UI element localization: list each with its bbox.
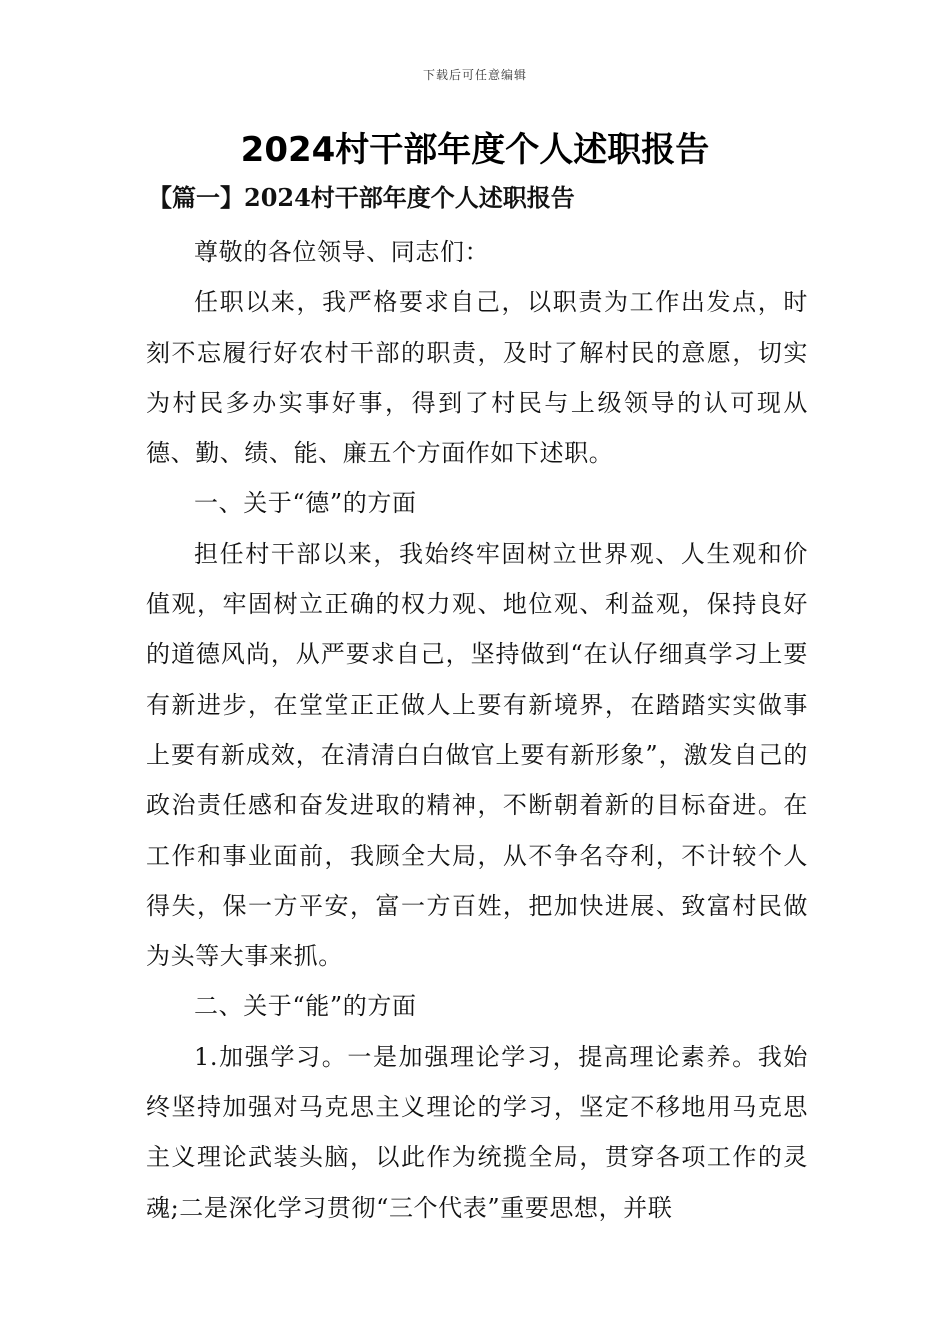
header-note: 下载后可任意编辑 (422, 68, 527, 82)
section-heading: 【篇一】2024村干部年度个人述职报告 (148, 183, 575, 212)
morality-paragraph: 担任村干部以来，我始终牢固树立世界观、人生观和价值观，牢固树立正确的权力观、地位观、利益观，保持良好的道德风尚，从严要求自己，坚持做到“在认仔细真学习上要有新进步，在堂堂正正做人上要有新境界，在踏踏实实做事上要有新成效，在清清白白做官上要有新形象”，激发自己的政治责任感和奋发进取的精神，不断朝着新的目标奋进。在工作和事业面前，我顾全大局，从不争名夺利，不计较个人得失，保一方平安，富一方百姓，把加快进展、致富村民做为头等大事来抓。 (146, 539, 808, 971)
subheading-morality: 一、关于“德”的方面 (194, 489, 417, 518)
document-body (146, 227, 808, 1233)
intro-paragraph: 任职以来，我严格要求自己，以职责为工作出发点，时刻不忘履行好农村干部的职责，及时了解村民的意愿，切实为村民多办实事好事，得到了村民与上级领导的认可现从德、勤、绩、能、廉五个方面作如下述职。 (146, 288, 808, 468)
salutation-paragraph: 尊敬的各位领导、同志们： (194, 238, 490, 266)
ability-paragraph: 1.加强学习。一是加强理论学习，提高理论素养。我始终坚持加强对马克思主义理论的学习，坚定不移地用马克思主义理论武装头脑，以此作为统揽全局，贯穿各项工作的灵魂;二是深化学习贯彻“三个代表”重要思想，并联 (146, 1042, 808, 1222)
document-title: 2024村干部年度个人述职报告 (240, 130, 710, 170)
subheading-ability: 二、关于“能”的方面 (194, 992, 417, 1021)
